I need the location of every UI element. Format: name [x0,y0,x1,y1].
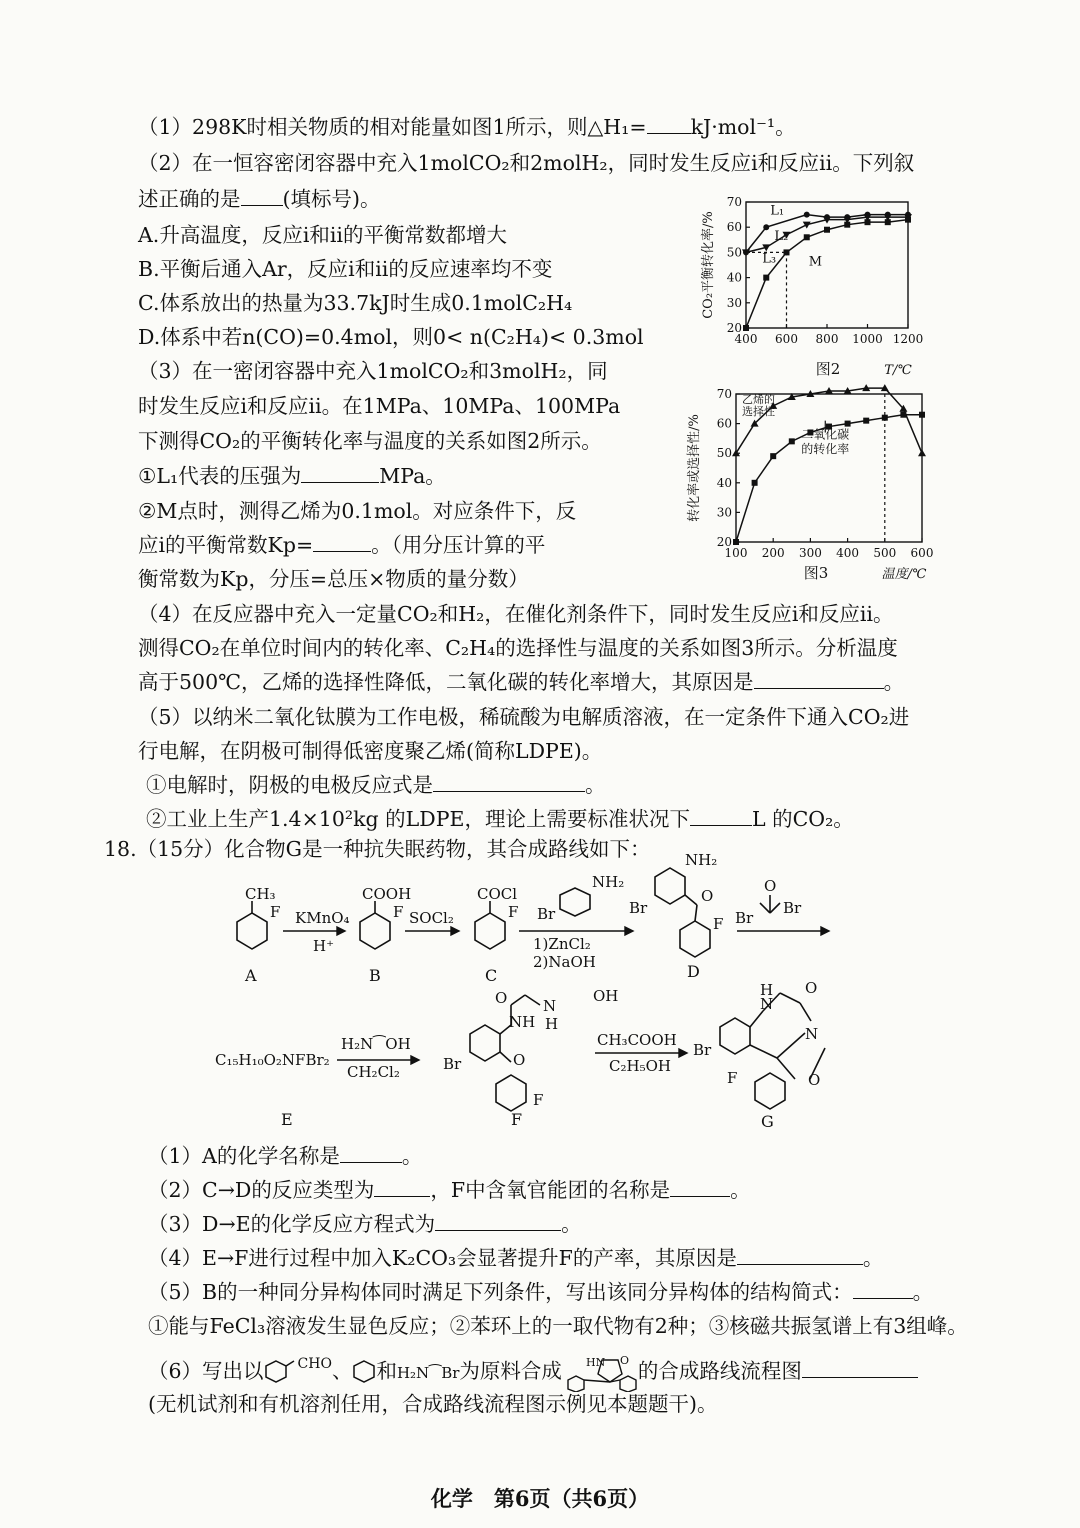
y-tick-label: 60 [726,220,742,235]
y-tick-label: 50 [726,245,742,260]
x-tick-label: 400 [734,332,758,346]
figure-title: 图3 [803,564,829,582]
y-axis-label: 转化率或选择性/% [687,414,702,522]
benzaldehyde-structure [264,1358,298,1384]
reagent-de-oxygen: O [764,877,777,895]
q18-heading: 18.（15分）化合物G是一种抗失眠药物，其合成路线如下： [104,837,651,861]
f-fluoro: F [533,1091,544,1109]
benzene-ring-f1 [470,1025,500,1061]
q18-part5-conditions: ①能与FeCl₃溶液发生显色反应；②苯环上的一取代物有2种；③核磁共振氢谱上有3组峰。 [148,1314,968,1338]
reagent-acetic-acid: CH₃COOH [597,1031,677,1049]
x-tick-label: 1000 [852,332,883,346]
c-acyl-chloride: COCl [477,885,518,903]
annotation-selectivity-1: 乙烯的 [742,393,775,406]
x-tick-label: 800 [815,332,839,346]
figure-2-chart [698,192,928,382]
f-carbonyl-o: O [513,1051,526,1069]
data-point [845,421,851,427]
data-point [905,217,911,223]
figure-title: 图2 [815,360,841,378]
benzene-ring-f2 [496,1075,526,1111]
q18-part6-note: (无机试剂和有机溶剂任用，合成路线流程图示例见本题题干)。 [148,1392,718,1416]
f-amine-h: H [545,1015,559,1033]
cho-label: CHO [297,1356,332,1372]
reagent-naoh: 2)NaOH [533,953,596,971]
annotation-conversion-2: 的转化率 [801,442,850,457]
c-fluoro: F [508,903,519,921]
synthesis-scheme [215,843,845,1133]
series-line-3 [746,220,908,328]
answer-blank[interactable] [670,1178,730,1197]
q17-part2-line2: 述正确的是 (填标号)。 [138,187,381,211]
label-g: G [761,1112,774,1131]
y-tick-label: 70 [726,195,742,209]
series-label-l2: L₂ [774,228,789,244]
q17-part3-line4: ①L₁代表的压强为 MPa。 [138,464,446,488]
answer-blank[interactable] [435,1212,561,1231]
q18-part2: （2）C→D的反应类型为 ，F中含氧官能团的名称是 。 [148,1178,751,1202]
y-tick-label: 40 [716,475,732,490]
x-tick-label: 100 [724,546,748,560]
label-c: C [485,966,498,985]
y-tick-label: 40 [726,270,742,285]
y-tick-label: 70 [716,387,732,401]
target-oxazolidine-structure [562,1352,638,1392]
label-a: A [245,966,257,985]
label-f: F [511,1110,523,1129]
page-footer: 化学 第6页（共6页） [430,1486,650,1511]
y-axis-label: CO₂平衡转化率/% [701,211,716,319]
q17-part3-line6: 应ⅰ的平衡常数Kp= 。（用分压计算的平 [138,533,546,557]
label-b: B [369,966,381,985]
answer-blank[interactable] [802,1359,918,1378]
data-point [919,412,925,418]
y-tick-label: 60 [716,416,732,431]
g-bromo: Br [693,1041,712,1059]
benzene-ring-d2 [680,921,710,957]
reagent-dcm: CH₂Cl₂ [347,1063,400,1081]
data-point [885,219,891,225]
data-point [844,222,850,228]
d-amino: NH₂ [685,851,718,869]
label-e: E [281,1110,293,1129]
q17-part4-line2: 测得CO₂在单位时间内的转化率、C₂H₄的选择性与温度的关系如图3所示。分析温度 [138,636,898,660]
q17-part4-line1: （4）在反应器中充入一定量CO₂和H₂，在催化剂条件下，同时发生反应ⅰ和反应ⅱ。 [138,602,894,626]
g-amide-nh-h: H [760,981,774,999]
q17-part3-line5: ②M点时，测得乙烯为0.1mol。对应条件下，反 [138,499,577,523]
answer-blank[interactable] [313,533,371,552]
benzene-ring-g2 [755,1073,785,1109]
q17-part3-line1: （3）在一密闭容器中充入1molCO₂和3molH₂，同 [138,359,608,383]
b-fluoro: F [393,903,404,921]
reagent-bromo: Br [537,905,556,923]
option-c: C.体系放出的热量为33.7kJ时生成0.1molC₂H₄ [138,291,573,315]
a-fluoro: F [270,903,281,921]
g-amide-n: N [760,995,774,1013]
x-tick-label: 600 [910,546,934,560]
q17-part5-line2: 行电解，在阴极可制得低密度聚乙烯(简称LDPE)。 [138,739,603,763]
reagent-kmno4: KMnO₄ [295,909,350,927]
g-fluoro: F [727,1069,738,1087]
reagent-ethanol: C₂H₅OH [609,1057,671,1075]
reagent-de-br1: Br [735,909,754,927]
q18-part3: （3）D→E的化学反应方程式为 。 [148,1212,582,1236]
g-carbonyl-o: O [805,979,818,997]
data-point [763,275,769,281]
q17-part5-line1: （5）以纳米二氧化钛膜为工作电极，稀硫酸为电解质溶液，在一定条件下通入CO₂进 [138,705,910,729]
reagent-zncl2: 1)ZnCl₂ [533,935,591,953]
d-carbonyl-o: O [701,887,714,905]
b-carboxyl: COOH [362,885,412,903]
g-ring-n: N [805,1025,819,1043]
label-d: D [687,962,700,981]
answer-blank[interactable] [433,773,585,792]
f-hydroxyl: OH [593,987,619,1005]
y-tick-label: 30 [726,295,742,310]
g-ring-o: O [808,1071,821,1089]
answer-blank[interactable] [690,807,752,826]
benzene-ring-a [237,913,267,949]
q17-part4-line3: 高于500℃，乙烯的选择性降低，二氧化碳的转化率增大，其原因是 。 [138,670,905,694]
bromoaniline-ring [560,888,590,916]
f-amide-o: O [495,989,508,1007]
q17-part5-line3: ①电解时，阴极的电极反应式是 。 [146,773,606,797]
d-fluoro: F [713,915,724,933]
x-tick-label: 400 [836,546,860,560]
data-point [900,412,906,418]
q18-part6: （6）写出以 $^{CHO}$、 和H₂N⁀Br为原料合成 HN O 的合成路线流程图 [148,1350,918,1392]
hn-label: HN [585,1356,606,1369]
answer-blank[interactable] [853,1280,913,1299]
data-point [865,219,871,225]
annotation-conversion-1: 二氧化碳 [801,427,850,442]
reagent-amino: NH₂ [592,873,625,891]
data-point [863,418,869,424]
e-formula: C₁₅H₁₀O₂NFBr₂ [215,1051,330,1069]
reagent-ethanolamine: H₂N⁀OH [341,1035,411,1053]
data-point [763,224,769,230]
answer-blank[interactable] [754,670,884,689]
y-tick-label: 20 [716,535,732,549]
option-a: A.升高温度，反应ⅰ和ⅱ的平衡常数都增大 [138,223,507,247]
benzene-ring-d1 [655,868,685,904]
data-point [824,227,830,233]
o-label: O [619,1354,629,1367]
f-bromo: Br [443,1055,462,1073]
d-bromo: Br [629,899,648,917]
x-tick-label: 200 [761,546,785,560]
series-label-l1: L₁ [770,203,785,219]
data-point [733,539,739,545]
benzene-structure [352,1358,376,1384]
x-tick-label: 300 [798,546,822,560]
y-tick-label: 30 [716,505,732,520]
q17-part2-line1: （2）在一恒容密闭容器中充入1molCO₂和2molH₂，同时发生反应ⅰ和反应ⅱ。下列叙 [138,151,915,175]
reagent-socl2: SOCl₂ [409,909,454,927]
x-tick-label: 1200 [892,332,924,346]
benzene-ring-c [475,913,505,949]
data-point [789,438,795,444]
q17-part3-line2: 时发生反应ⅰ和反应ⅱ。在1MPa、10MPa、100MPa [138,394,621,418]
answer-blank[interactable] [647,115,691,134]
q17-part3-line3: 下测得CO₂的平衡转化率与温度的关系如图2所示。 [138,429,602,453]
point-label-m: M [808,254,823,270]
figure-2 [698,192,928,382]
q18-part4: （4）E→F进行过程中加入K₂CO₃会显著提升F的产率，其原因是 。 [148,1246,884,1270]
data-point [752,480,758,486]
option-d: D.体系中若n(CO)=0.4mol，则0< n(C₂H₄)< 0.3mol [138,325,644,349]
option-b: B.平衡后通入Ar，反应ⅰ和ⅱ的反应速率均不变 [138,257,553,281]
reagent-de-br2: Br [783,899,802,917]
data-point [804,234,810,240]
reagent-acid: H⁺ [313,937,334,955]
y-tick-label: 20 [726,321,742,335]
figure-3 [686,388,936,586]
figure-3-chart [686,388,936,586]
q18-part1: （1）A的化学名称是 。 [148,1144,423,1168]
data-point [803,222,811,229]
x-axis-label: 温度/℃ [881,567,927,582]
answer-blank[interactable] [374,1178,430,1197]
data-point [804,212,810,218]
f-amide-nh: NH [509,1013,536,1031]
answer-blank[interactable] [340,1144,402,1163]
answer-blank[interactable] [301,464,379,483]
data-point [743,325,749,331]
answer-blank[interactable] [241,187,283,206]
data-point [918,449,926,456]
x-tick-label: 600 [775,332,798,346]
annotation-selectivity-2: 选择性 [742,405,775,418]
x-tick-label: 500 [873,546,897,560]
f-amine-n: N [543,997,557,1015]
series-label-l3: L₃ [762,251,777,267]
bromoethylamine-label: H₂N⁀Br [396,1364,460,1382]
benzene-ring-g1 [720,1018,750,1054]
q17-part1: （1）298K时相关物质的相对能量如图1所示，则△H₁= kJ·mol⁻¹。 [138,115,796,139]
x-axis-label: T/℃ [884,363,912,378]
q17-part5-line4: ②工业上生产1.4×10²kg 的LDPE，理论上需要标准状况下 L 的CO₂。 [146,807,854,831]
y-tick-label: 50 [716,446,732,461]
a-methyl: CH₃ [245,885,276,903]
q17-part3-line7: 衡常数为Kp，分压=总压×物质的量分数） [138,567,529,591]
benzene-ring-b [360,913,390,949]
q18-part5: （5）B的一种同分异构体同时满足下列条件，写出该同分异构体的结构简式： 。 [148,1280,934,1304]
data-point [770,453,776,459]
answer-blank[interactable] [737,1246,863,1265]
